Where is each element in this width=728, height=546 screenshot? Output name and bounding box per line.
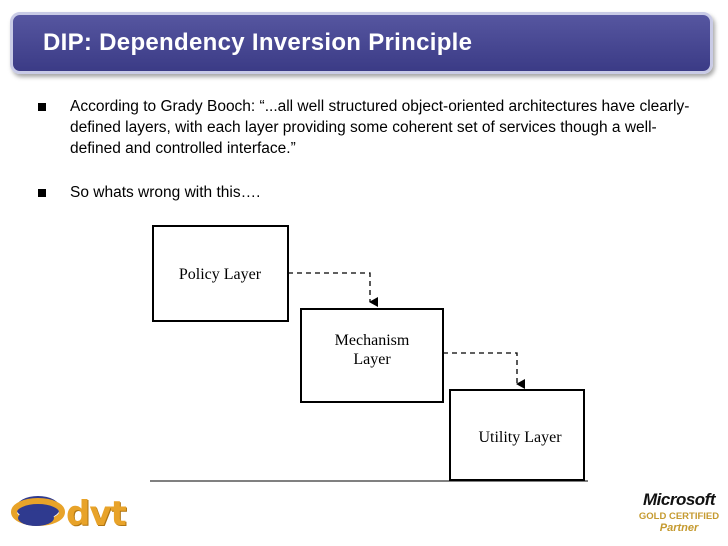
square-bullet-icon: [38, 103, 46, 111]
bullet-text: So whats wrong with this….: [70, 184, 261, 201]
bullet-list: [32, 96, 702, 203]
microsoft-gold-partner-logo: [634, 490, 724, 540]
bullet-item: [32, 96, 702, 159]
policy-layer-label: Policy Layer: [178, 266, 262, 283]
gold-certified-text: GOLD CERTIFIED: [638, 511, 720, 522]
bullet-text: According to Grady Booch: “...all well structured object-oriented architectures have clearly-defined layers, with each layer providing some coherent set of services though a well-defined and controlled interface.”: [70, 98, 690, 157]
utility-layer-label: Utility Layer: [478, 429, 562, 446]
mechanism-layer-label-line2: Layer: [353, 351, 391, 368]
square-bullet-icon: [38, 189, 46, 197]
layer-diagram-svg: [150, 222, 588, 484]
bullet-item: [32, 182, 702, 203]
dvt-logo-text: dvt: [66, 494, 126, 534]
microsoft-wordmark: Microsoft: [643, 490, 715, 509]
mechanism-layer-label-line1: Mechanism: [334, 332, 410, 349]
slide-title: DIP: Dependency Inversion Principle: [43, 29, 473, 56]
layer-diagram: [150, 222, 588, 484]
policy-to-mechanism-arrow: [288, 273, 370, 302]
mechanism-to-utility-arrow: [443, 353, 517, 384]
slide-title-bar: [10, 12, 713, 74]
partner-text: Partner: [659, 522, 699, 534]
